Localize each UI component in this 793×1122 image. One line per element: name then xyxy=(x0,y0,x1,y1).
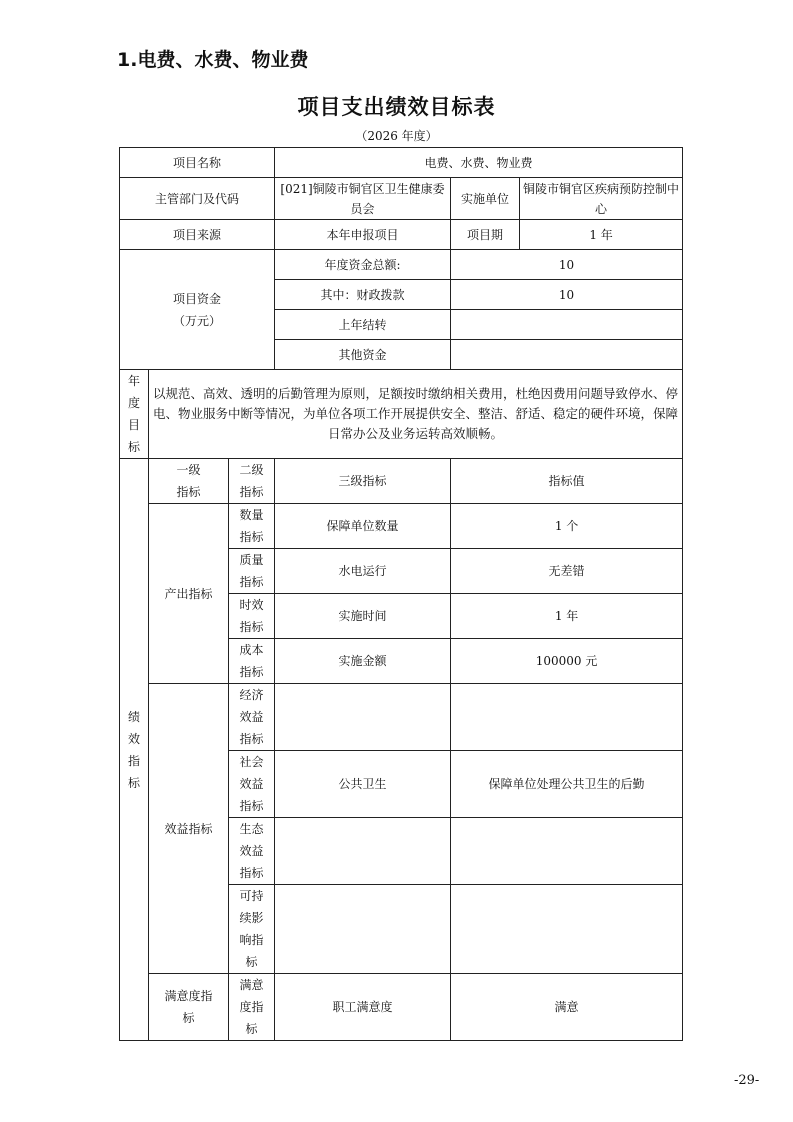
header-level1: 一级 指标 xyxy=(149,459,229,504)
funds-unit: （万元） xyxy=(173,313,222,328)
year-label: （2026 年度） xyxy=(355,129,438,143)
impl-unit-label: 实施单位 xyxy=(451,178,520,220)
table-row xyxy=(120,504,683,549)
benefit-value-1: 保障单位处理公共卫生的后勤 xyxy=(451,751,683,818)
output-name-0: 保障单位数量 xyxy=(275,504,451,549)
output-label: 产出指标 xyxy=(149,504,229,684)
benefit-name-1: 公共卫生 xyxy=(275,751,451,818)
output-name-3: 实施金额 xyxy=(275,639,451,684)
table-row xyxy=(120,974,683,1041)
source-label: 项目来源 xyxy=(120,220,275,250)
other-label: 其他资金 xyxy=(275,340,451,370)
dept-label: 主管部门及代码 xyxy=(120,178,275,220)
benefit-value-0 xyxy=(451,684,683,751)
fiscal-label: 其中：财政拨款 xyxy=(275,280,451,310)
benefit-name-2 xyxy=(275,818,451,885)
output-sub-0: 数量 指标 xyxy=(229,504,275,549)
benefit-name-0 xyxy=(275,684,451,751)
goal-label: 年 度 目 标 xyxy=(120,370,149,459)
header-level2: 二级 指标 xyxy=(229,459,275,504)
output-value-1: 无差错 xyxy=(451,549,683,594)
output-sub-1: 质量 指标 xyxy=(229,549,275,594)
satisfaction-name: 职工满意度 xyxy=(275,974,451,1041)
impl-unit-value: 铜陵市铜官区疾病预防控制中心 xyxy=(520,178,683,220)
header-value: 指标值 xyxy=(451,459,683,504)
benefit-sub-1: 社会 效益 指标 xyxy=(229,751,275,818)
output-value-3: 100000 元 xyxy=(451,639,683,684)
funds-label: 项目资金 xyxy=(173,291,222,306)
annual-total-value: 10 xyxy=(451,250,683,280)
table-title: 项目支出绩效目标表 xyxy=(297,95,496,119)
output-value-0: 1 个 xyxy=(451,504,683,549)
annual-total-label: 年度资金总额: xyxy=(275,250,451,280)
indicators-label: 绩 效 指 标 xyxy=(120,459,149,1041)
other-value xyxy=(451,340,683,370)
row-annual-total xyxy=(120,250,683,280)
satisfaction-sub: 满意 度指 标 xyxy=(229,974,275,1041)
row-dept xyxy=(120,178,683,220)
source-value: 本年申报项目 xyxy=(275,220,451,250)
funds-label-cell xyxy=(120,250,275,370)
carryover-label: 上年结转 xyxy=(275,310,451,340)
satisfaction-label: 满意度指 标 xyxy=(149,974,229,1041)
row-source xyxy=(120,220,683,250)
period-value: 1 年 xyxy=(520,220,683,250)
benefit-label: 效益指标 xyxy=(149,684,229,974)
benefit-sub-2: 生态 效益 指标 xyxy=(229,818,275,885)
carryover-value xyxy=(451,310,683,340)
page-number: -29- xyxy=(734,1073,760,1088)
dept-value: [021]铜陵市铜官区卫生健康委员会 xyxy=(275,178,451,220)
project-name-value: 电费、水费、物业费 xyxy=(275,148,683,178)
output-value-2: 1 年 xyxy=(451,594,683,639)
output-name-2: 实施时间 xyxy=(275,594,451,639)
header-level3: 三级指标 xyxy=(275,459,451,504)
section-heading: 1.电费、水费、物业费 xyxy=(117,49,309,71)
row-project-name xyxy=(120,148,683,178)
performance-table xyxy=(119,147,683,1041)
row-indicator-header xyxy=(120,459,683,504)
project-name-label: 项目名称 xyxy=(120,148,275,178)
output-name-1: 水电运行 xyxy=(275,549,451,594)
benefit-sub-3: 可持 续影 响指 标 xyxy=(229,885,275,974)
benefit-value-3 xyxy=(451,885,683,974)
table-row xyxy=(120,684,683,751)
benefit-value-2 xyxy=(451,818,683,885)
benefit-name-3 xyxy=(275,885,451,974)
satisfaction-value: 满意 xyxy=(451,974,683,1041)
row-goal xyxy=(120,370,683,459)
period-label: 项目期 xyxy=(451,220,520,250)
output-sub-2: 时效 指标 xyxy=(229,594,275,639)
fiscal-value: 10 xyxy=(451,280,683,310)
benefit-sub-0: 经济 效益 指标 xyxy=(229,684,275,751)
output-sub-3: 成本 指标 xyxy=(229,639,275,684)
goal-text: 以规范、高效、透明的后勤管理为原则，足额按时缴纳相关费用，杜绝因费用问题导致停水、停电、物业服务中断等情况，为单位各项工作开展提供安全、整洁、舒适、稳定的硬件环境，保障日常办公及业务运转高效顺畅。 xyxy=(149,370,683,459)
